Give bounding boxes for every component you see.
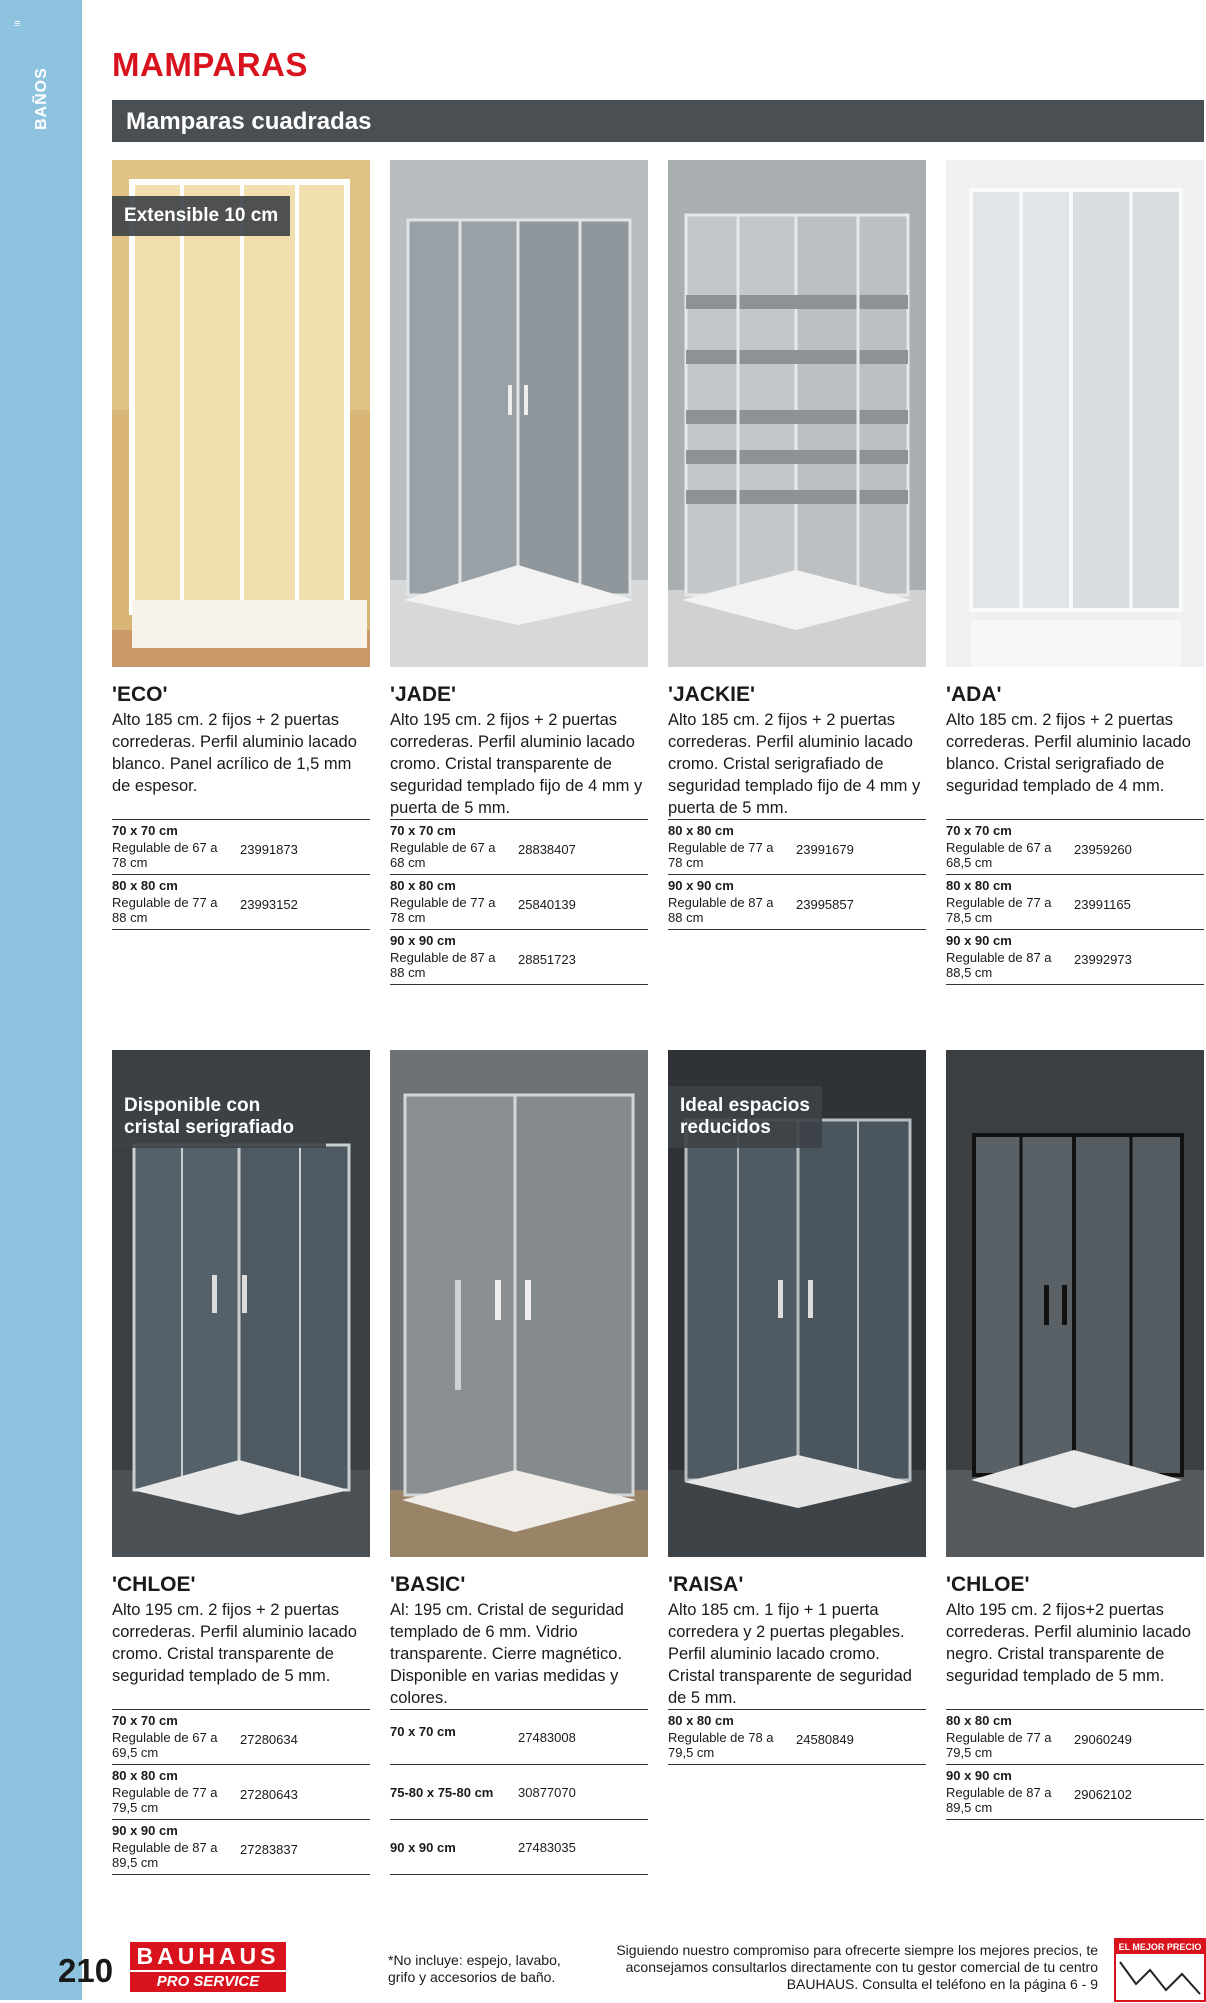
product-name: 'ADA' [946, 683, 1002, 706]
spec-code: 28838407 [518, 842, 576, 857]
product-card-ada[interactable] [946, 160, 1204, 985]
spec-row [112, 1709, 370, 1764]
spec-row [946, 929, 1204, 985]
product-description: Alto 185 cm. 1 fijo + 1 puerta corredera y 2 puertas plegables. Perfil aluminio lacado cromo. Cristal transparente de seguridad de 5 mm. [668, 1601, 912, 1707]
spec-size: 80 x 80 cm [946, 1713, 1012, 1728]
spec-size: 90 x 90 cm [390, 933, 456, 948]
product-description: Alto 195 cm. 2 fijos + 2 puertas correderas. Perfil aluminio lacado cromo. Cristal transparente de seguridad templado de 5 mm. [112, 1601, 357, 1685]
spec-size: 70 x 70 cm [112, 823, 178, 838]
spec-row [112, 1764, 370, 1819]
product-card-eco[interactable] [112, 160, 370, 930]
product-card-basic[interactable] [390, 1050, 648, 1875]
spec-table [946, 1709, 1204, 1820]
shower-photo [668, 1050, 926, 1557]
spec-row [390, 1764, 648, 1819]
menu-mark: ≡ [14, 18, 21, 30]
spec-table [668, 1709, 926, 1765]
page-title: MAMPARAS [112, 46, 308, 83]
spec-row [390, 819, 648, 874]
shower-photo [390, 160, 648, 667]
price-info: Siguiendo nuestro compromiso para ofrecerte siempre los mejores precios, te aconsejamos consultarlos directamente con tu gestor comercial de tu centro BAUHAUS. Consulta el teléfono en la página 6 - 9 [616, 1942, 1098, 1992]
spec-adjust: Regulable de 67 a 68 cm [390, 840, 496, 870]
spec-adjust: Regulable de 77 a 78 cm [668, 840, 774, 870]
spec-code: 23991679 [796, 842, 854, 857]
product-card-chloe-black[interactable] [946, 1050, 1204, 1820]
best-price-label: EL MEJOR PRECIO [1116, 1940, 1204, 1954]
spec-row [668, 1709, 926, 1765]
spec-size: 70 x 70 cm [946, 823, 1012, 838]
product-card-jade[interactable] [390, 160, 648, 985]
spec-adjust: Regulable de 87 a 89,5 cm [946, 1785, 1052, 1815]
spec-size: 80 x 80 cm [112, 878, 178, 893]
page-number: 210 [58, 1952, 114, 1989]
spec-size: 75-80 x 75-80 cm [390, 1785, 494, 1800]
spec-adjust: Regulable de 87 a 88 cm [668, 895, 774, 925]
spec-size: 70 x 70 cm [112, 1713, 178, 1728]
spec-table [668, 819, 926, 930]
product-description: Al: 195 cm. Cristal de seguridad templado de 6 mm. Vidrio transparente. Cierre magnético. Disponible en varias medidas y colores. [390, 1601, 624, 1707]
spec-size: 90 x 90 cm [390, 1840, 456, 1855]
spec-row [112, 874, 370, 930]
spec-size: 70 x 70 cm [390, 823, 456, 838]
product-description: Alto 195 cm. 2 fijos + 2 puertas correderas. Perfil aluminio lacado cromo. Cristal transparente de seguridad templado fijo de 4 mm y puerta de 5 mm. [390, 711, 643, 817]
spec-adjust: Regulable de 67 a 69,5 cm [112, 1730, 218, 1760]
category-title: Mamparas cuadradas [126, 108, 372, 135]
product-name: 'JADE' [390, 683, 457, 706]
spec-size: 90 x 90 cm [112, 1823, 178, 1838]
spec-adjust: Regulable de 77 a 78 cm [390, 895, 496, 925]
spec-code: 27280643 [240, 1787, 298, 1802]
price-chart-icon [1116, 1954, 1204, 1998]
spec-adjust: Regulable de 67 a 68,5 cm [946, 840, 1052, 870]
product-card-raisa[interactable] [668, 1050, 926, 1765]
product-name: 'CHLOE' [112, 1573, 196, 1596]
spec-row [946, 1709, 1204, 1764]
bauhaus-logo [130, 1942, 286, 1992]
spec-size: 80 x 80 cm [946, 878, 1012, 893]
spec-table [112, 819, 370, 930]
logo-text: BAUHAUS [130, 1942, 286, 1970]
shower-photo [668, 160, 926, 667]
spec-size: 80 x 80 cm [668, 1713, 734, 1728]
product-name: 'BASIC' [390, 1573, 466, 1596]
spec-size: 90 x 90 cm [668, 878, 734, 893]
spec-row [112, 819, 370, 874]
spec-code: 27483035 [518, 1840, 576, 1855]
spec-code: 29060249 [1074, 1732, 1132, 1747]
spec-table [946, 819, 1204, 985]
spec-size: 70 x 70 cm [390, 1724, 456, 1739]
spec-row [668, 874, 926, 930]
spec-row [946, 819, 1204, 874]
spec-size: 80 x 80 cm [390, 878, 456, 893]
shower-photo [946, 1050, 1204, 1557]
spec-adjust: Regulable de 78 a 79,5 cm [668, 1730, 774, 1760]
spec-code: 30877070 [518, 1785, 576, 1800]
logo-subtext: PRO SERVICE [130, 1972, 286, 1992]
spec-adjust: Regulable de 87 a 88,5 cm [946, 950, 1052, 980]
product-description: Alto 185 cm. 2 fijos + 2 puertas correderas. Perfil aluminio lacado blanco. Cristal serigrafiado de seguridad templado de 4 mm. [946, 711, 1191, 795]
spec-adjust: Regulable de 77 a 78,5 cm [946, 895, 1052, 925]
spec-code: 27280634 [240, 1732, 298, 1747]
product-description: Alto 185 cm. 2 fijos + 2 puertas correderas. Perfil aluminio lacado blanco. Panel acrílico de 1,5 mm de espesor. [112, 711, 357, 795]
spec-adjust: Regulable de 77 a 79,5 cm [112, 1785, 218, 1815]
spec-code: 24580849 [796, 1732, 854, 1747]
spec-code: 25840139 [518, 897, 576, 912]
shower-photo [390, 1050, 648, 1557]
product-description: Alto 185 cm. 2 fijos + 2 puertas correderas. Perfil aluminio lacado cromo. Cristal serigrafiado de seguridad templado fijo de 4 mm y puerta de 5 mm. [668, 711, 921, 817]
spec-code: 23995857 [796, 897, 854, 912]
spec-code: 23992973 [1074, 952, 1132, 967]
spec-row [946, 1764, 1204, 1820]
spec-row [390, 929, 648, 985]
spec-size: 90 x 90 cm [946, 1768, 1012, 1783]
spec-adjust: Regulable de 77 a 79,5 cm [946, 1730, 1052, 1760]
feature-badge: Extensible 10 cm [112, 196, 290, 236]
spec-code: 29062102 [1074, 1787, 1132, 1802]
spec-size: 80 x 80 cm [112, 1768, 178, 1783]
product-name: 'JACKIE' [668, 683, 756, 706]
footnote: *No incluye: espejo, lavabo, grifo y accesorios de baño. [388, 1952, 561, 1985]
spec-adjust: Regulable de 77 a 88 cm [112, 895, 218, 925]
spec-code: 27483008 [518, 1730, 576, 1745]
spec-table [112, 1709, 370, 1875]
spec-row [390, 874, 648, 929]
product-name: 'ECO' [112, 683, 168, 706]
section-label: BAÑOS [33, 67, 50, 130]
spec-code: 23991165 [1074, 897, 1131, 912]
spec-row [112, 1819, 370, 1875]
spec-adjust: Regulable de 87 a 88 cm [390, 950, 496, 980]
spec-table [390, 1709, 648, 1875]
feature-badge: Ideal espacios reducidos [668, 1086, 822, 1148]
product-card-jackie[interactable] [668, 160, 926, 930]
spec-adjust: Regulable de 67 a 78 cm [112, 840, 218, 870]
spec-row [390, 1709, 648, 1764]
best-price-badge [1114, 1938, 1206, 2002]
product-name: 'CHLOE' [946, 1573, 1030, 1596]
shower-photo [112, 160, 370, 667]
shower-photo [946, 160, 1204, 667]
product-description: Alto 195 cm. 2 fijos+2 puertas correderas. Perfil aluminio lacado negro. Cristal transparente de seguridad templado de 5 mm. [946, 1601, 1191, 1685]
side-strip [0, 0, 82, 2000]
spec-table [390, 819, 648, 985]
spec-adjust: Regulable de 87 a 89,5 cm [112, 1840, 218, 1870]
spec-row [946, 874, 1204, 929]
product-card-chloe-chrome[interactable] [112, 1050, 370, 1875]
feature-badge: Disponible con cristal serigrafiado [112, 1086, 326, 1148]
spec-row [390, 1819, 648, 1875]
spec-code: 23993152 [240, 897, 298, 912]
spec-code: 23991873 [240, 842, 298, 857]
category-band [112, 100, 1204, 142]
product-name: 'RAISA' [668, 1573, 744, 1596]
spec-row [668, 819, 926, 874]
spec-code: 23959260 [1074, 842, 1132, 857]
spec-code: 27283837 [240, 1842, 298, 1857]
spec-size: 90 x 90 cm [946, 933, 1012, 948]
spec-code: 28851723 [518, 952, 576, 967]
shower-photo [112, 1050, 370, 1557]
spec-size: 80 x 80 cm [668, 823, 734, 838]
